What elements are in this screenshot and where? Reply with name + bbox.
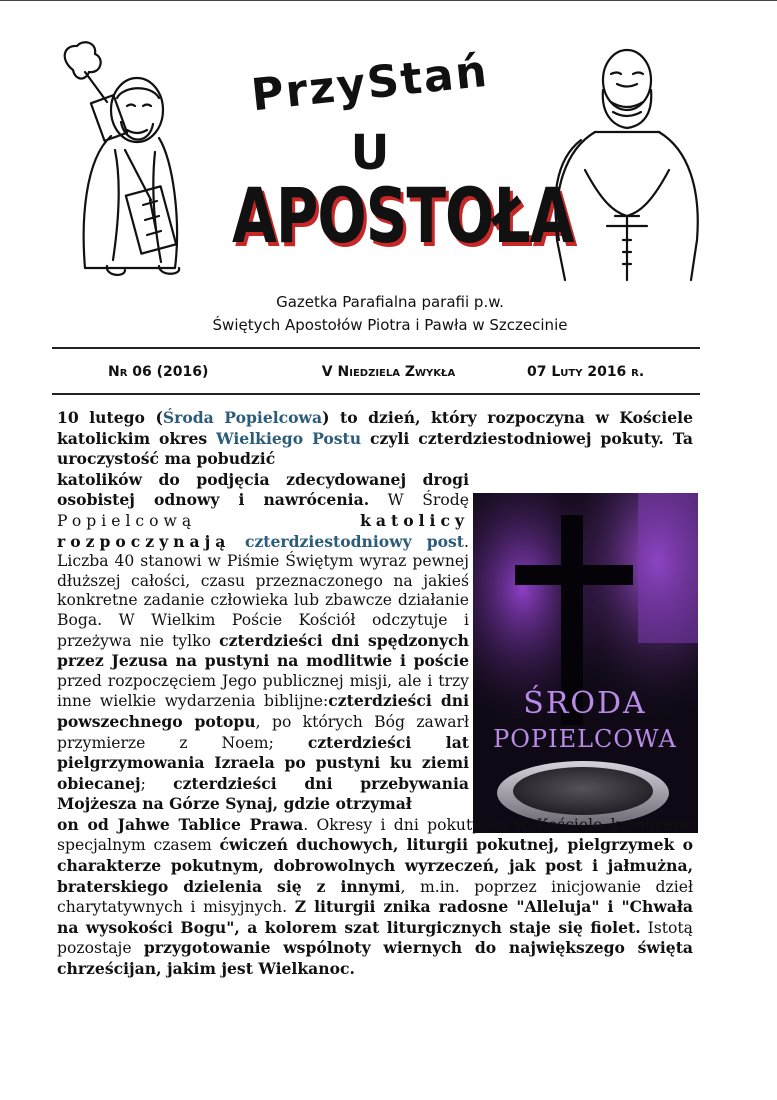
link-wielki-post[interactable]: Wielkiego Postu: [216, 428, 362, 448]
divider-bottom: [52, 393, 700, 395]
masthead: [0, 0, 777, 290]
article-body: [57, 408, 693, 980]
link-czterdziestodniowy-post[interactable]: czterdziestodniowy post: [244, 531, 465, 551]
liturgical-sunday: V Niedziela Zwykła: [321, 364, 456, 380]
saint-peter-illustration: [55, 40, 215, 280]
link-sroda-popielcowa[interactable]: Środa Popielcowa: [162, 408, 323, 427]
title-apostola: APOSTOŁA: [232, 171, 574, 261]
image-caption-line-2: POPIELCOWA: [493, 725, 677, 753]
subtitle-line-1: Gazetka Parafialna parafii p.w.: [276, 293, 504, 311]
article-paragraph-1: 10 lutego (Środa Popielcowa) to dzień, który rozpoczyna w Kościele katolickim okres Wielkiego Postu czyli czterdziestodniowej pokuty. Ta uroczystość ma pobudzić: [57, 408, 693, 469]
saint-paul-illustration: [545, 40, 710, 285]
title-u: U: [350, 125, 390, 181]
divider-top: [52, 347, 700, 349]
issue-number: Nr 06 (2016): [108, 364, 209, 380]
image-caption-line-1: ŚRODA: [523, 686, 647, 721]
subtitle-line-2: Świętych Apostołów Piotra i Pawła w Szczecinie: [212, 316, 568, 334]
article-paragraph-3: on od Jahwe Tablice Prawa. Okresy i dni pokuty są w Kościele katolickim specjalnym czasem ćwiczeń duchowych, liturgii pokutnej, pielgrzymek o charakterze pokutnym, dobrowolnych wyrzeczeń, jak post i jałmużna, braterskiego dzielenia się z innymi, m.in. poprzez inicjowanie dzieł charytatywnych i misyjnych. Z liturgii znika radosne "Alleluja" i "Chwała na wysokości Bogu", a kolorem szat liturgicznych staje się fiolet. Istotą pozostaje przygotowanie wspólnoty wiernych do największego święta chrześcijan, jakim jest Wielkanoc.: [57, 814, 694, 979]
title-przystan: PrzyStań: [248, 45, 491, 122]
article-paragraph-2: katolików do podjęcia zdecydowanej drogi osobistej odnowy i nawrócenia. W Środę Popielcową katolicy rozpoczynają czterdziestodniowy post. Liczba 40 stanowi w Piśmie Świętym wyraz pewnej dłuższej całości, czasu przeznaczonego na jakieś konkretne zadanie człowieka lub zbawcze działanie Boga. W Wielkim Poście Kościół odczytuje i przeżywa nie tylko czterdzieści dni spędzonych przez Jezusa na pustyni na modlitwie i poście przed rozpoczęciem Jego publicznej misji, ale i trzy inne wielkie wydarzenia biblijne:czterdzieści dni powszechnego potopu, po których Bóg zawarł przymierze z Noem; czterdzieści lat pielgrzymowania Izraela po pustyni ku ziemi obiecanej; czterdzieści dni przebywania Mojżesza na Górze Synaj, gdzie otrzymał: [57, 469, 470, 814]
issue-date: 07 Luty 2016 r.: [527, 364, 645, 380]
